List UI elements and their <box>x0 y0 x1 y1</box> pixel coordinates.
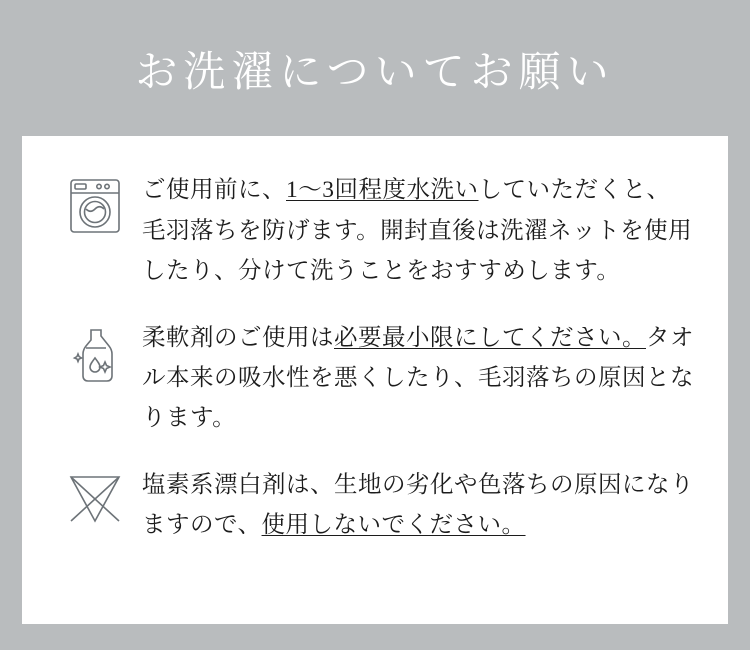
segment-plain: していただくと、毛羽落ちを防げます。開封直後は洗濯ネットを使用したり、分けて洗うことをおすすめします。 <box>142 177 693 285</box>
segment-underlined: 必要最小限にしてください。 <box>334 324 646 351</box>
instruction-text <box>142 170 694 291</box>
instruction-text <box>142 465 694 546</box>
segment-plain: タオル本来の吸水性を悪くしたり、毛羽落ちの原因となります。 <box>142 324 694 432</box>
instruction-row <box>56 170 694 291</box>
segment-underlined: 1〜3回程度水洗い <box>286 177 479 204</box>
no-chlorine-bleach-icon <box>56 465 134 527</box>
segment-plain: 塩素系漂白剤は、生地の劣化や色落ちの原因になりますので、 <box>142 471 694 539</box>
fabric-softener-bottle-icon <box>56 318 134 384</box>
instructions-card <box>22 136 728 624</box>
segment-plain: ご使用前に、 <box>142 177 286 204</box>
washing-machine-icon <box>56 170 134 236</box>
instruction-text <box>142 318 694 439</box>
segment-plain: 柔軟剤のご使用は <box>142 324 334 351</box>
instruction-row <box>56 465 694 546</box>
page-title: お洗濯についてお願い <box>135 50 615 96</box>
instruction-row <box>56 318 694 439</box>
segment-underlined: 使用しないでください。 <box>261 512 526 539</box>
